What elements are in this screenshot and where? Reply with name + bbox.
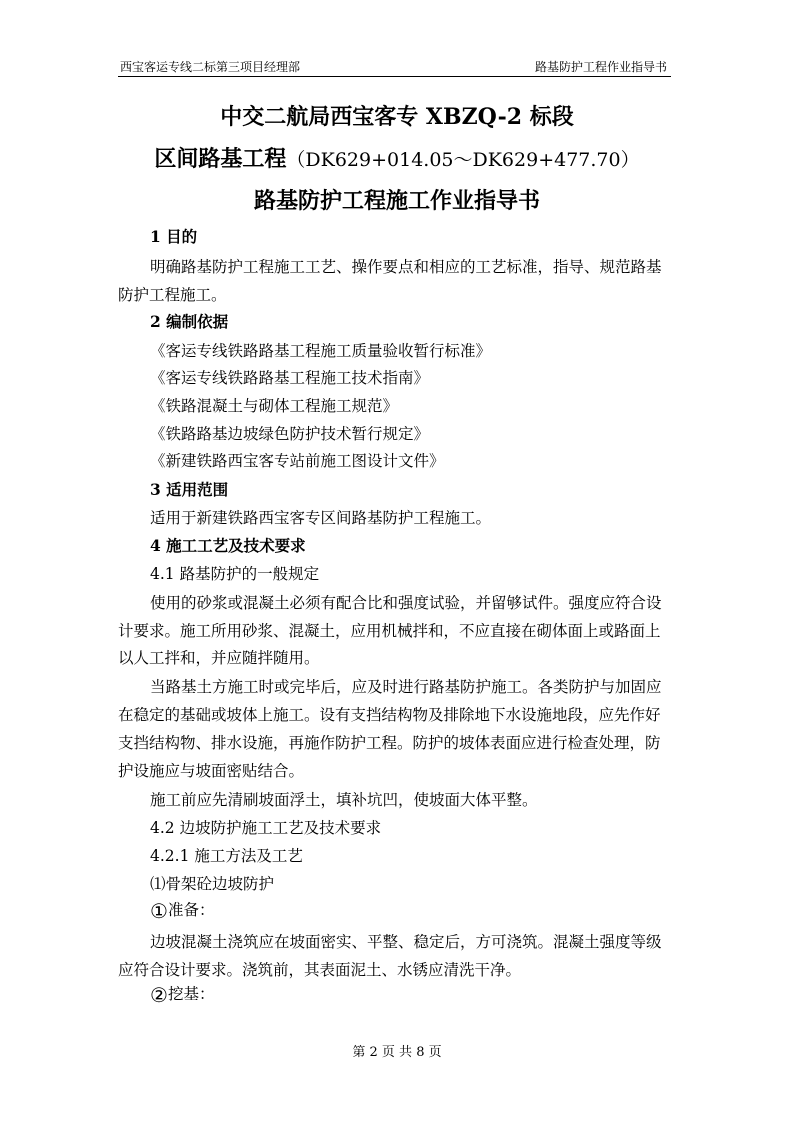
reference-item: 《铁路路基边坡绿色防护技术暂行规定》: [150, 425, 430, 443]
para-4-1-b-line: 在稳定的基础或坡体上施工。设有支挡结构物及排除地下水设施地段，应先作好: [118, 706, 661, 724]
title-line-1: 中交二航局西宝客专 XBZQ-2 标段: [220, 104, 574, 130]
reference-item: 《客运专线铁路路基工程施工技术指南》: [150, 369, 430, 387]
reference-item: 《铁路混凝土与砌体工程施工规范》: [150, 397, 399, 415]
page-footer: 第 2 页 共 8 页: [352, 1045, 442, 1060]
para-4-1-a-line: 计要求。施工所用砂浆、混凝土，应用机械拌和，不应直接在砌体面上或路面上: [118, 622, 661, 640]
title-line-2-range: （DK629+014.05～DK629+477.70）: [286, 149, 640, 171]
section-3-para: 适用于新建铁路西宝客专区间路基防护工程施工。: [150, 509, 492, 527]
para-step-1-line: 应符合设计要求。浇筑前，其表面泥土、水锈应清洗干净。: [118, 961, 522, 979]
section-1-heading: 1 目的: [150, 227, 198, 246]
para-4-1-b-line: 支挡结构物、排水设施，再施作防护工程。防护的坡体表面应进行检查处理，防: [118, 734, 661, 752]
section-1-para-line: 防护工程施工。: [118, 286, 227, 304]
para-4-1-a-line: 以人工拌和，并应随拌随用。: [118, 649, 320, 667]
title-line-2-main: 区间路基工程: [154, 146, 287, 172]
step-2-marker: ②: [150, 983, 168, 1007]
subsection-4-2-1-title: 4.2.1 施工方法及工艺: [150, 847, 303, 865]
title-line-2: [0, 144, 794, 175]
subsection-4-2-title: 4.2 边坡防护施工工艺及技术要求: [150, 819, 382, 837]
para-4-1-b-line: 当路基土方施工时或完毕后，应及时进行路基防护施工。各类防护与加固应: [150, 678, 662, 696]
page-header: [118, 58, 671, 77]
section-3-heading: 3 适用范围: [150, 480, 229, 499]
reference-item: 《客运专线铁路路基工程施工质量验收暂行标准》: [150, 342, 492, 360]
section-2-heading: 2 编制依据: [150, 312, 229, 331]
step-2-line: [150, 983, 710, 1005]
header-right-text: 路基防护工程作业指导书: [534, 60, 667, 74]
step-1-label: 准备：: [167, 901, 215, 919]
step-1-marker: ①: [150, 899, 168, 923]
reference-item: 《新建铁路西宝客专站前施工图设计文件》: [150, 452, 445, 470]
section-4-heading: 4 施工工艺及技术要求: [150, 536, 306, 555]
header-left-text: 西宝客运专线二标第三项目经理部: [120, 60, 301, 74]
para-4-1-c: 施工前应先清刷坡面浮土，填补坑凹，使坡面大体平整。: [150, 791, 538, 809]
para-step-1-line: 边坡混凝土浇筑应在坡面密实、平整、稳定后，方可浇筑。混凝土强度等级: [150, 933, 662, 951]
para-4-1-a-line: 使用的砂浆或混凝土必须有配合比和强度试验，并留够试件。强度应符合设: [150, 594, 662, 612]
title-line-3: 路基防护工程施工作业指导书: [253, 188, 540, 214]
section-1-para-line: 明确路基防护工程施工工艺、操作要点和相应的工艺标准，指导、规范路基: [150, 258, 662, 276]
step-2-label: 挖基：: [167, 985, 215, 1003]
subsection-4-1-title: 4.1 路基防护的一般规定: [150, 565, 320, 583]
step-1-line: [150, 899, 710, 921]
para-4-1-b-line: 护设施应与坡面密贴结合。: [118, 762, 305, 780]
item-1-title: ⑴骨架砼边坡防护: [150, 875, 275, 893]
